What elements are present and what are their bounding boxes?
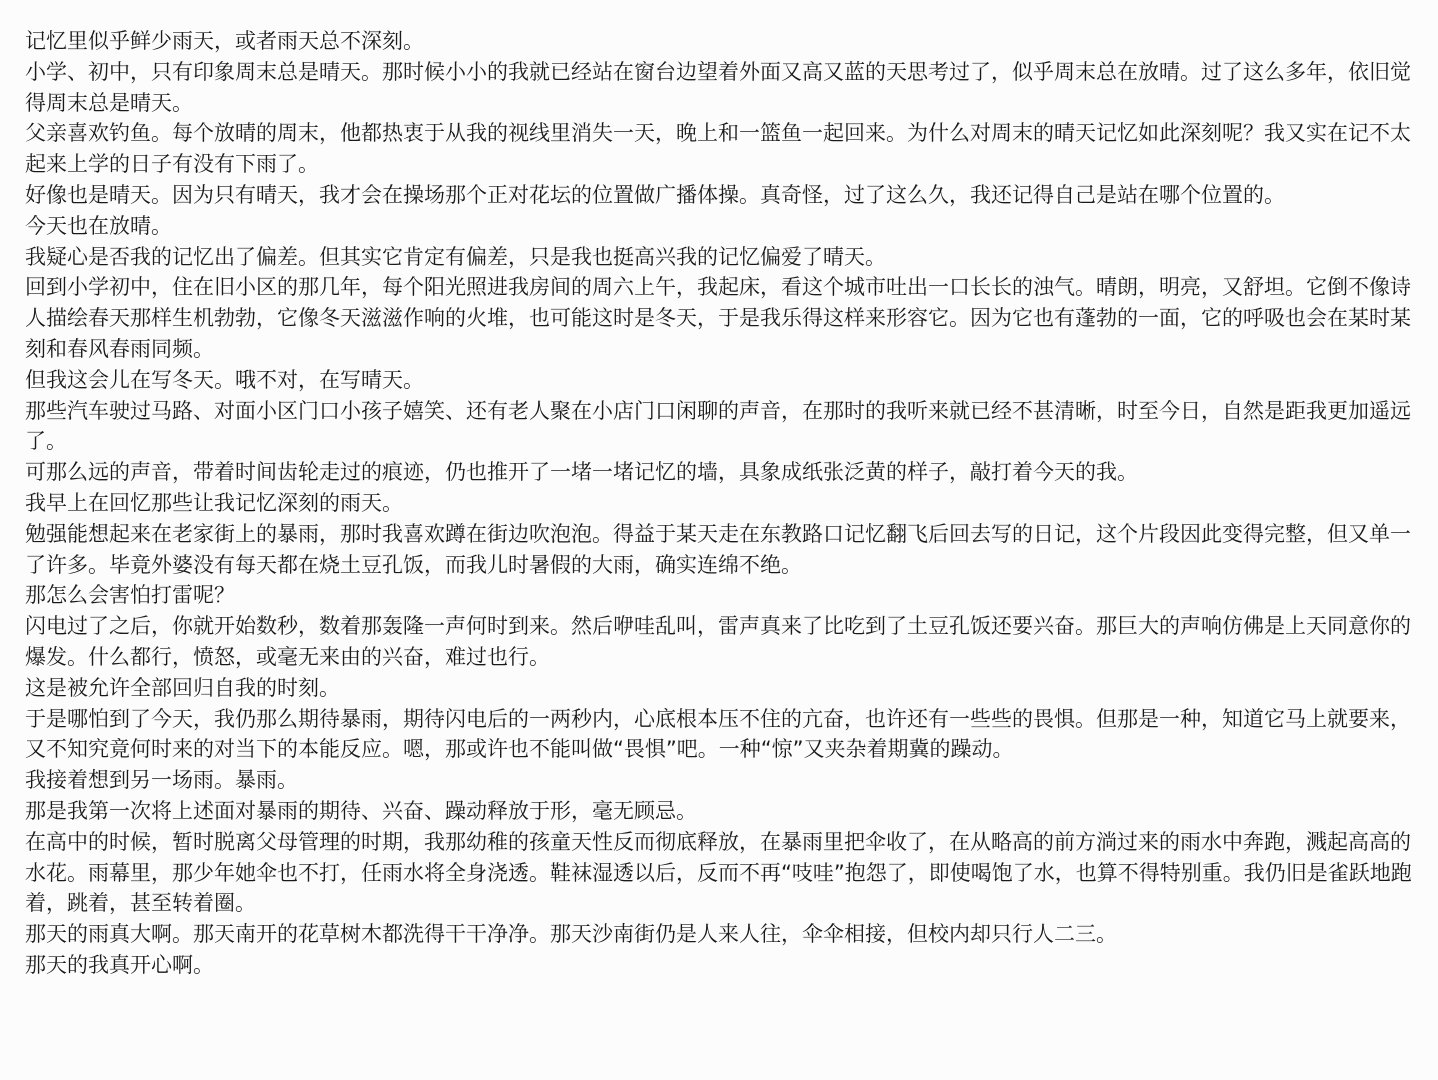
paragraph: 父亲喜欢钓鱼。每个放晴的周末，他都热衷于从我的视线里消失一天，晚上和一篮鱼一起回来。为什么对周末的晴天记忆如此深刻呢？我又实在记不太起来上学的日子有没有下雨了。 bbox=[25, 121, 1411, 177]
paragraph: 在高中的时候，暂时脱离父母管理的时期，我那幼稚的孩童天性反而彻底释放，在暴雨里把伞收了，在从略高的前方淌过来的雨水中奔跑，溅起高高的水花。雨幕里，那少年她伞也不打，任雨水将全身浇透。鞋袜湿透以后，反而不再“吱哇”抱怨了，即使喝饱了水，也算不得特别重。我仍旧是雀跃地跑着，跳着，甚至转着圈。 bbox=[25, 829, 1412, 916]
paragraph: 那是我第一次将上述面对暴雨的期待、兴奋、躁动释放于形，毫无顾忌。 bbox=[25, 798, 697, 823]
document-body bbox=[25, 26, 1425, 981]
paragraph: 于是哪怕到了今天，我仍那么期待暴雨，期待闪电后的一两秒内，心底根本压不住的亢奋，也许还有一些些的畏惧。但那是一种，知道它马上就要来，又不知究竟何时来的对当下的本能反应。嗯，那或许也不能叫做“畏惧”吧。一种“惊”又夹杂着期冀的躁动。 bbox=[25, 706, 1411, 762]
paragraph: 但我这会儿在写冬天。哦不对，在写晴天。 bbox=[25, 367, 424, 392]
paragraph: 今天也在放晴。 bbox=[25, 213, 172, 238]
paragraph: 那怎么会害怕打雷呢？ bbox=[25, 583, 235, 608]
paragraph: 小学、初中，只有印象周末总是晴天。那时候小小的我就已经站在窗台边望着外面又高又蓝的天思考过了，似乎周末总在放晴。过了这么多年，依旧觉得周末总是晴天。 bbox=[25, 59, 1411, 115]
paragraph: 记忆里似乎鲜少雨天，或者雨天总不深刻。 bbox=[25, 29, 424, 53]
paragraph: 可那么远的声音，带着时间齿轮走过的痕迹，仍也推开了一堵一堵记忆的墙，具象成纸张泛黄的样子，敲打着今天的我。 bbox=[25, 460, 1138, 485]
paragraph: 回到小学初中，住在旧小区的那几年，每个阳光照进我房间的周六上午，我起床，看这个城市吐出一口长长的浊气。晴朗，明亮，又舒坦。它倒不像诗人描绘春天那样生机勃勃，它像冬天滋滋作响的火堆，也可能这时是冬天，于是我乐得这样来形容它。因为它也有蓬勃的一面，它的呼吸也会在某时某刻和春风春雨同频。 bbox=[25, 275, 1411, 361]
paragraph: 我疑心是否我的记忆出了偏差。但其实它肯定有偏差，只是我也挺高兴我的记忆偏爱了晴天。 bbox=[25, 244, 886, 269]
paragraph: 勉强能想起来在老家街上的暴雨，那时我喜欢蹲在街边吹泡泡。得益于某天走在东教路口记忆翻飞后回去写的日记，这个片段因此变得完整，但又单一了许多。毕竟外婆没有每天都在烧土豆孔饭，而我儿时暑假的大雨，确实连绵不绝。 bbox=[25, 521, 1411, 577]
paragraph: 这是被允许全部回归自我的时刻。 bbox=[25, 675, 340, 700]
paragraph: 我接着想到另一场雨。暴雨。 bbox=[25, 768, 298, 793]
paragraph: 闪电过了之后，你就开始数秒，数着那轰隆一声何时到来。然后咿哇乱叫，雷声真来了比吃到了土豆孔饭还要兴奋。那巨大的声响仿佛是上天同意你的爆发。什么都行，愤怒，或毫无来由的兴奋，难过也行。 bbox=[25, 614, 1411, 669]
paragraph: 那些汽车驶过马路、对面小区门口小孩子嬉笑、还有老人聚在小店门口闲聊的声音，在那时的我听来就已经不甚清晰，时至今日，自然是距我更加遥远了。 bbox=[25, 398, 1411, 454]
paragraph: 好像也是晴天。因为只有晴天，我才会在操场那个正对花坛的位置做广播体操。真奇怪，过了这么久，我还记得自己是站在哪个位置的。 bbox=[25, 182, 1285, 207]
paragraph: 那天的雨真大啊。那天南开的花草树木都洗得干干净净。那天沙南街仍是人来人往，伞伞相接，但校内却只行人二三。 bbox=[25, 922, 1117, 947]
paragraph: 我早上在回忆那些让我记忆深刻的雨天。 bbox=[25, 490, 403, 515]
paragraph: 那天的我真开心啊。 bbox=[25, 952, 214, 977]
